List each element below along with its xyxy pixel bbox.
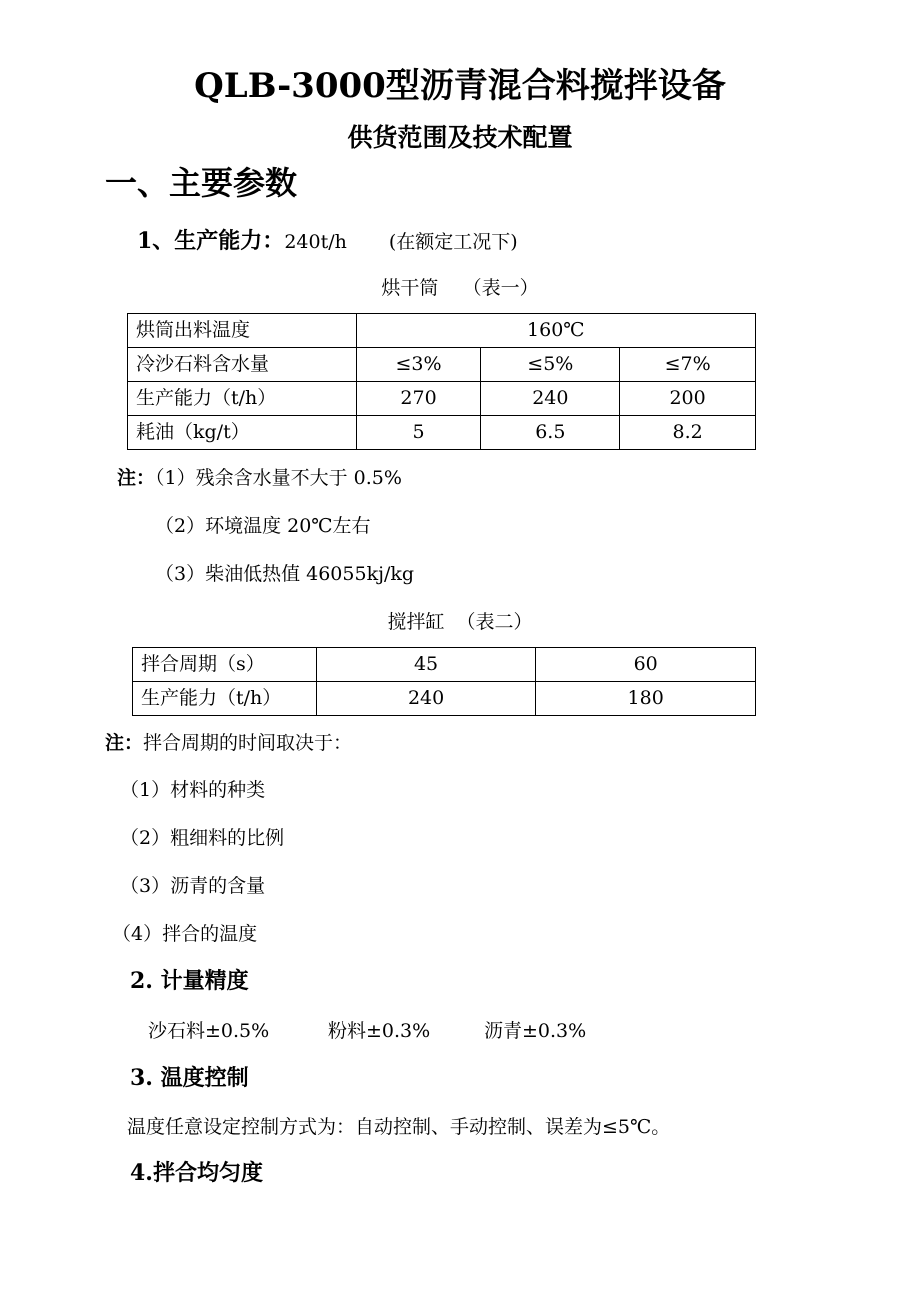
section-heading-main-params: 一、主要参数 <box>105 164 298 202</box>
table-row <box>128 314 756 348</box>
table-cell: 5 <box>356 416 481 450</box>
table-cell-label: 拌合周期（s） <box>133 648 317 682</box>
table-cell: 270 <box>356 382 481 416</box>
metering-item: 沥青±0.3% <box>484 1020 587 1042</box>
note-item: （2）环境温度 20℃左右 <box>155 515 371 537</box>
table2-caption: 搅拌缸 （表二） <box>387 611 533 633</box>
note-item: （3）沥青的含量 <box>120 875 266 897</box>
table-cell-label: 生产能力（t/h） <box>128 382 357 416</box>
table-cell-label: 冷沙石料含水量 <box>128 348 357 382</box>
note-item: （3）柴油低热值 46055kj/kg <box>155 563 415 585</box>
note1-line-1 <box>117 463 402 490</box>
note-text: 拌合周期的时间取决于： <box>143 732 353 754</box>
section-heading-temperature: 3. 温度控制 <box>130 1065 249 1091</box>
capacity-line <box>137 224 518 255</box>
document-subtitle: 供货范围及技术配置 <box>347 123 573 152</box>
note-item: （1）材料的种类 <box>120 779 266 801</box>
section-heading-metering: 2. 计量精度 <box>130 968 249 994</box>
table1-caption: 烘干筒 （表一） <box>381 277 539 299</box>
table-cell: ≤5% <box>481 348 620 382</box>
table-row <box>128 348 756 382</box>
table-row <box>128 382 756 416</box>
document-title: QLB-3000型沥青混合料搅拌设备 <box>194 66 726 106</box>
capacity-value: 240t/h <box>284 231 347 253</box>
dryer-table <box>127 313 756 450</box>
note2-intro <box>105 728 352 755</box>
note-item: （1）残余含水量不大于 0.5% <box>155 467 402 489</box>
table-cell: 6.5 <box>481 416 620 450</box>
capacity-condition: (在额定工况下) <box>388 231 518 253</box>
note-item: （2）粗细料的比例 <box>120 827 285 849</box>
table-cell: 180 <box>536 682 756 716</box>
table-cell: 160℃ <box>356 314 755 348</box>
table-row <box>133 648 756 682</box>
table-cell: 200 <box>620 382 756 416</box>
metering-item: 沙石料±0.5% <box>148 1020 270 1042</box>
metering-item: 粉料±0.3% <box>328 1020 431 1042</box>
table-cell-label: 耗油（kg/t） <box>128 416 357 450</box>
table-row <box>133 682 756 716</box>
table-row <box>128 416 756 450</box>
table-cell: 60 <box>536 648 756 682</box>
table-cell: 45 <box>316 648 536 682</box>
capacity-label: 1、生产能力： <box>137 228 285 254</box>
temperature-text: 温度任意设定控制方式为：自动控制、手动控制、误差为≤5℃。 <box>127 1116 671 1138</box>
table-cell: 240 <box>481 382 620 416</box>
mixer-table <box>132 647 756 716</box>
note-prefix: 注： <box>117 467 156 489</box>
table-cell: ≤7% <box>620 348 756 382</box>
table-cell-label: 生产能力（t/h） <box>133 682 317 716</box>
note-prefix: 注： <box>105 732 144 754</box>
note-item: （4）拌合的温度 <box>112 923 258 945</box>
table-cell: 8.2 <box>620 416 756 450</box>
table-cell-label: 烘筒出料温度 <box>128 314 357 348</box>
table-cell: ≤3% <box>356 348 481 382</box>
section-heading-uniformity: 4.拌合均匀度 <box>130 1160 263 1186</box>
table-cell: 240 <box>316 682 536 716</box>
